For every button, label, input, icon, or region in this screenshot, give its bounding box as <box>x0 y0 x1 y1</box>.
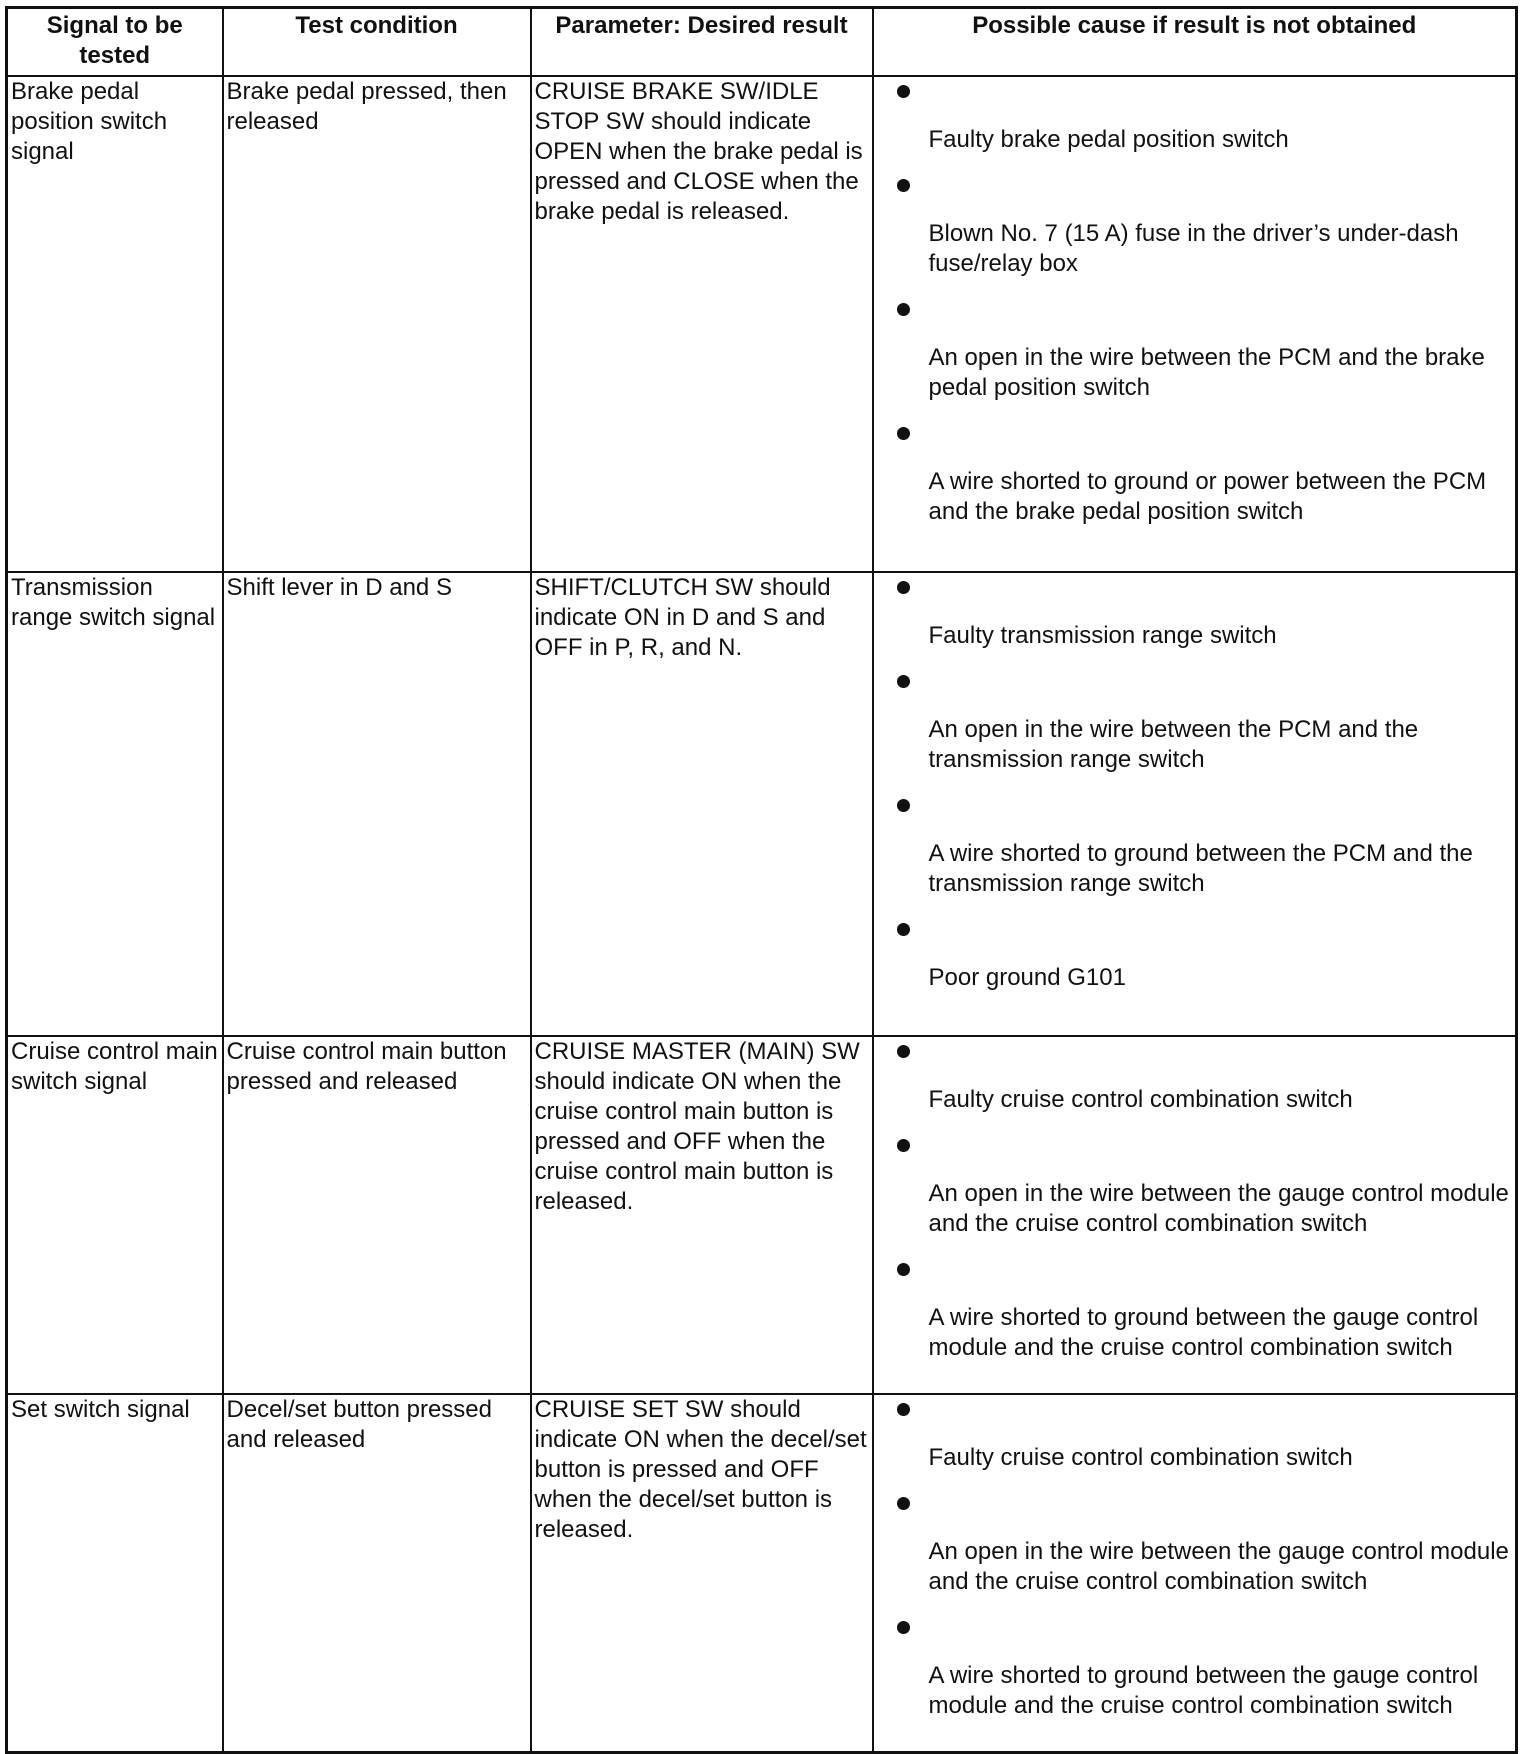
condition-cell: Shift lever in D and S <box>223 572 531 1036</box>
cause-item <box>877 1255 1513 1363</box>
signal-cell: Cruise control main switch signal <box>7 1036 223 1394</box>
cause-text: Blown No. 7 (15 A) fuse in the driver’s under-dash fuse/relay box <box>928 220 1459 277</box>
bullet-icon <box>897 303 910 316</box>
header-parameter: Parameter: Desired result <box>531 8 873 77</box>
bullet-icon <box>897 581 910 594</box>
bullet-icon <box>897 1263 910 1276</box>
cause-item <box>877 667 1513 775</box>
cause-cell <box>873 1394 1517 1752</box>
cause-item <box>877 1395 1513 1473</box>
cause-text: Faulty brake pedal position switch <box>928 126 1289 153</box>
cause-text: Faulty cruise control combination switch <box>928 1444 1353 1471</box>
bullet-icon <box>897 427 910 440</box>
bullet-icon <box>897 1139 910 1152</box>
bullet-icon <box>897 799 910 812</box>
diagnostic-table <box>5 6 1518 1754</box>
cause-item <box>877 1037 1513 1115</box>
cause-item <box>877 791 1513 899</box>
cause-cell <box>873 572 1517 1036</box>
bullet-icon <box>897 1045 910 1058</box>
cause-list <box>877 1395 1513 1721</box>
cause-cell <box>873 1036 1517 1394</box>
cause-text: An open in the wire between the gauge control module and the cruise control combination switch <box>928 1180 1509 1237</box>
parameter-cell: CRUISE MASTER (MAIN) SW should indicate ON when the cruise control main button is pressed and OFF when the cruise control main button is released. <box>531 1036 873 1394</box>
table-row <box>7 76 1517 572</box>
cause-list <box>877 77 1513 527</box>
cause-item <box>877 1489 1513 1597</box>
parameter-cell: CRUISE BRAKE SW/IDLE STOP SW should indicate OPEN when the brake pedal is pressed and CLOSE when the brake pedal is released. <box>531 76 873 572</box>
cause-list <box>877 573 1513 993</box>
cause-text: Faulty cruise control combination switch <box>928 1086 1353 1113</box>
cause-item <box>877 77 1513 155</box>
cause-text: An open in the wire between the PCM and the brake pedal position switch <box>928 344 1485 401</box>
cause-item <box>877 915 1513 993</box>
signal-cell: Transmission range switch signal <box>7 572 223 1036</box>
bullet-icon <box>897 675 910 688</box>
cause-text: A wire shorted to ground between the gauge control module and the cruise control combination switch <box>928 1304 1479 1361</box>
cause-list <box>877 1037 1513 1363</box>
condition-cell: Decel/set button pressed and released <box>223 1394 531 1752</box>
bullet-icon <box>897 1497 910 1510</box>
bullet-icon <box>897 179 910 192</box>
header-condition: Test condition <box>223 8 531 77</box>
header-row <box>7 8 1517 77</box>
cause-text: A wire shorted to ground between the PCM and the transmission range switch <box>928 840 1473 897</box>
cause-text: An open in the wire between the PCM and the transmission range switch <box>928 716 1419 773</box>
cause-item <box>877 419 1513 527</box>
signal-cell: Brake pedal position switch signal <box>7 76 223 572</box>
table-row <box>7 1036 1517 1394</box>
bullet-icon <box>897 1403 910 1416</box>
table-row <box>7 1394 1517 1752</box>
cause-cell <box>873 76 1517 572</box>
signal-cell: Set switch signal <box>7 1394 223 1752</box>
cause-item <box>877 295 1513 403</box>
bullet-icon <box>897 923 910 936</box>
condition-cell: Cruise control main button pressed and released <box>223 1036 531 1394</box>
cause-text: Faulty transmission range switch <box>928 622 1277 649</box>
cause-item <box>877 171 1513 279</box>
table-row <box>7 572 1517 1036</box>
condition-cell: Brake pedal pressed, then released <box>223 76 531 572</box>
header-signal: Signal to be tested <box>7 8 223 77</box>
cause-item <box>877 1613 1513 1721</box>
parameter-cell: CRUISE SET SW should indicate ON when the decel/set button is pressed and OFF when the decel/set button is released. <box>531 1394 873 1752</box>
cause-text: A wire shorted to ground or power between the PCM and the brake pedal position switch <box>928 468 1487 525</box>
bullet-icon <box>897 1621 910 1634</box>
cause-text: Poor ground G101 <box>928 964 1126 991</box>
cause-text: An open in the wire between the gauge control module and the cruise control combination switch <box>928 1538 1509 1595</box>
header-cause: Possible cause if result is not obtained <box>873 8 1517 77</box>
parameter-cell: SHIFT/CLUTCH SW should indicate ON in D and S and OFF in P, R, and N. <box>531 572 873 1036</box>
cause-item <box>877 1131 1513 1239</box>
cause-item <box>877 573 1513 651</box>
cause-text: A wire shorted to ground between the gauge control module and the cruise control combination switch <box>928 1662 1479 1719</box>
bullet-icon <box>897 85 910 98</box>
